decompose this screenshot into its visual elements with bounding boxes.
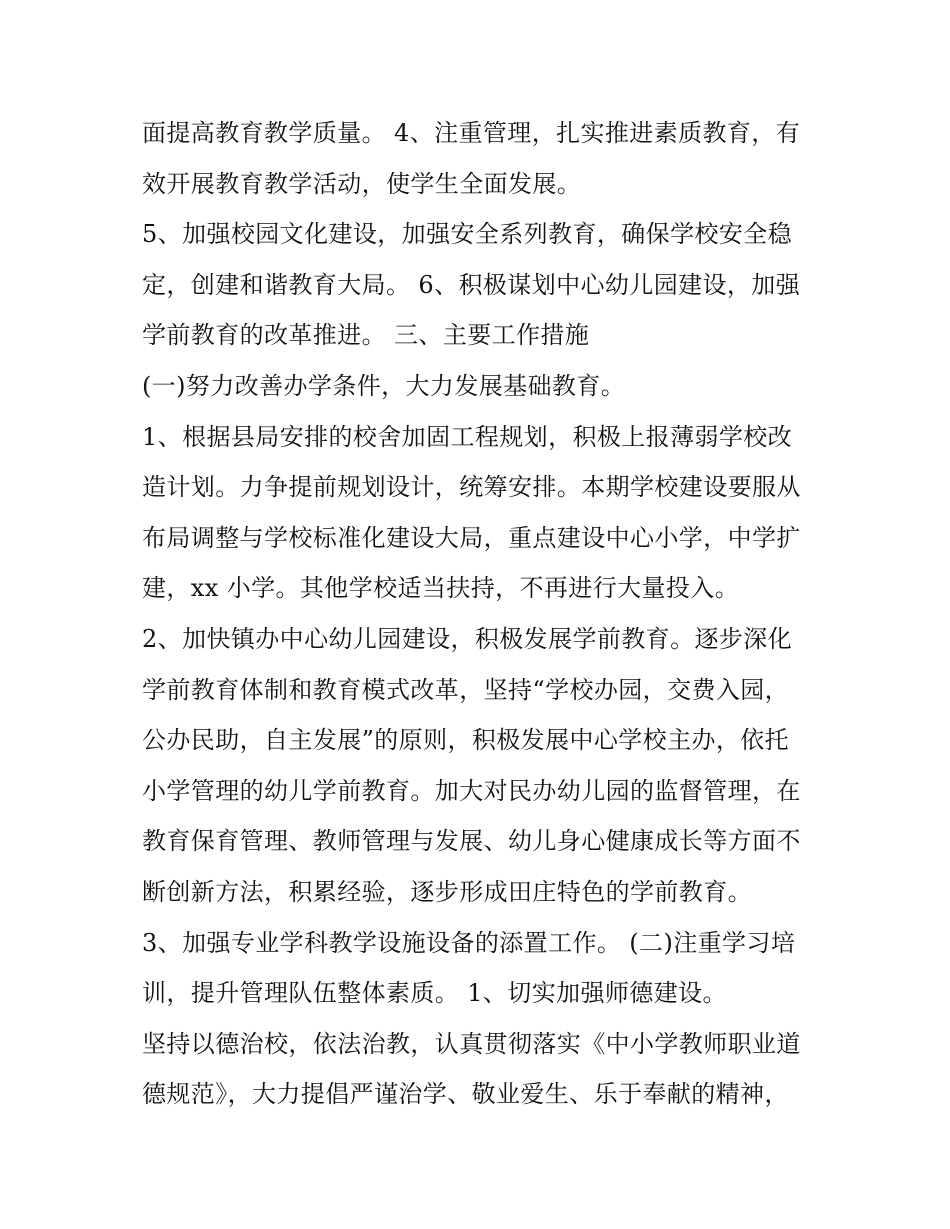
text-line: 学前教育的改革推进。 三、主要工作措施 — [142, 321, 590, 350]
text-line: 建，xx 小学。其他学校适当扶持，不再进行大量投入。 — [142, 574, 740, 603]
text-line: 教育保育管理、教师管理与发展、幼儿身心健康成长等方面不 — [142, 827, 801, 856]
text-line: 坚持以德治校，依法治教，认真贯彻落实《中小学教师职业道 — [142, 1029, 801, 1058]
body-text — [142, 108, 822, 1120]
text-line: 德规范》，大力提倡严谨治学、敬业爱生、乐于奉献的精神， — [142, 1080, 789, 1109]
text-line: 效开展教育教学活动，使学生全面发展。 — [142, 169, 582, 198]
text-line: 5、加强校园文化建设，加强安全系列教育，确保学校安全稳 — [142, 220, 793, 249]
text-line: 训，提升管理队伍整体素质。 1、切实加强师德建设。 — [142, 979, 727, 1008]
text-line: 2、加快镇办中心幼儿园建设，积极发展学前教育。逐步深化 — [142, 624, 793, 653]
text-line: 小学管理的幼儿学前教育。加大对民办幼儿园的监督管理，在 — [142, 776, 801, 805]
text-line: 3、加强专业学科教学设施设备的添置工作。 (二)注重学习培 — [142, 928, 796, 957]
text-line: 造计划。力争提前规划设计，统筹安排。本期学校建设要服从 — [142, 473, 801, 502]
text-line: 学前教育体制和教育模式改革，坚持“学校办园，交费入园， — [142, 675, 790, 704]
text-line: 布局调整与学校标准化建设大局，重点建设中心小学，中学扩 — [142, 523, 801, 552]
text-line: 断创新方法，积累经验，逐步形成田庄特色的学前教育。 — [142, 877, 752, 906]
text-line: 定，创建和谐教育大局。 6、积极谋划中心幼儿园建设，加强 — [142, 270, 801, 299]
text-line: 面提高教育教学质量。 4、注重管理，扎实推进素质教育，有 — [142, 119, 801, 147]
text-line: 1、根据县局安排的校舍加固工程规划，积极上报薄弱学校改 — [142, 422, 793, 451]
text-line: (一)努力改善办学条件，大力发展基础教育。 — [142, 371, 626, 400]
text-line: 公办民助，自主发展”的原则，积极发展中心学校主办，依托 — [142, 726, 790, 755]
